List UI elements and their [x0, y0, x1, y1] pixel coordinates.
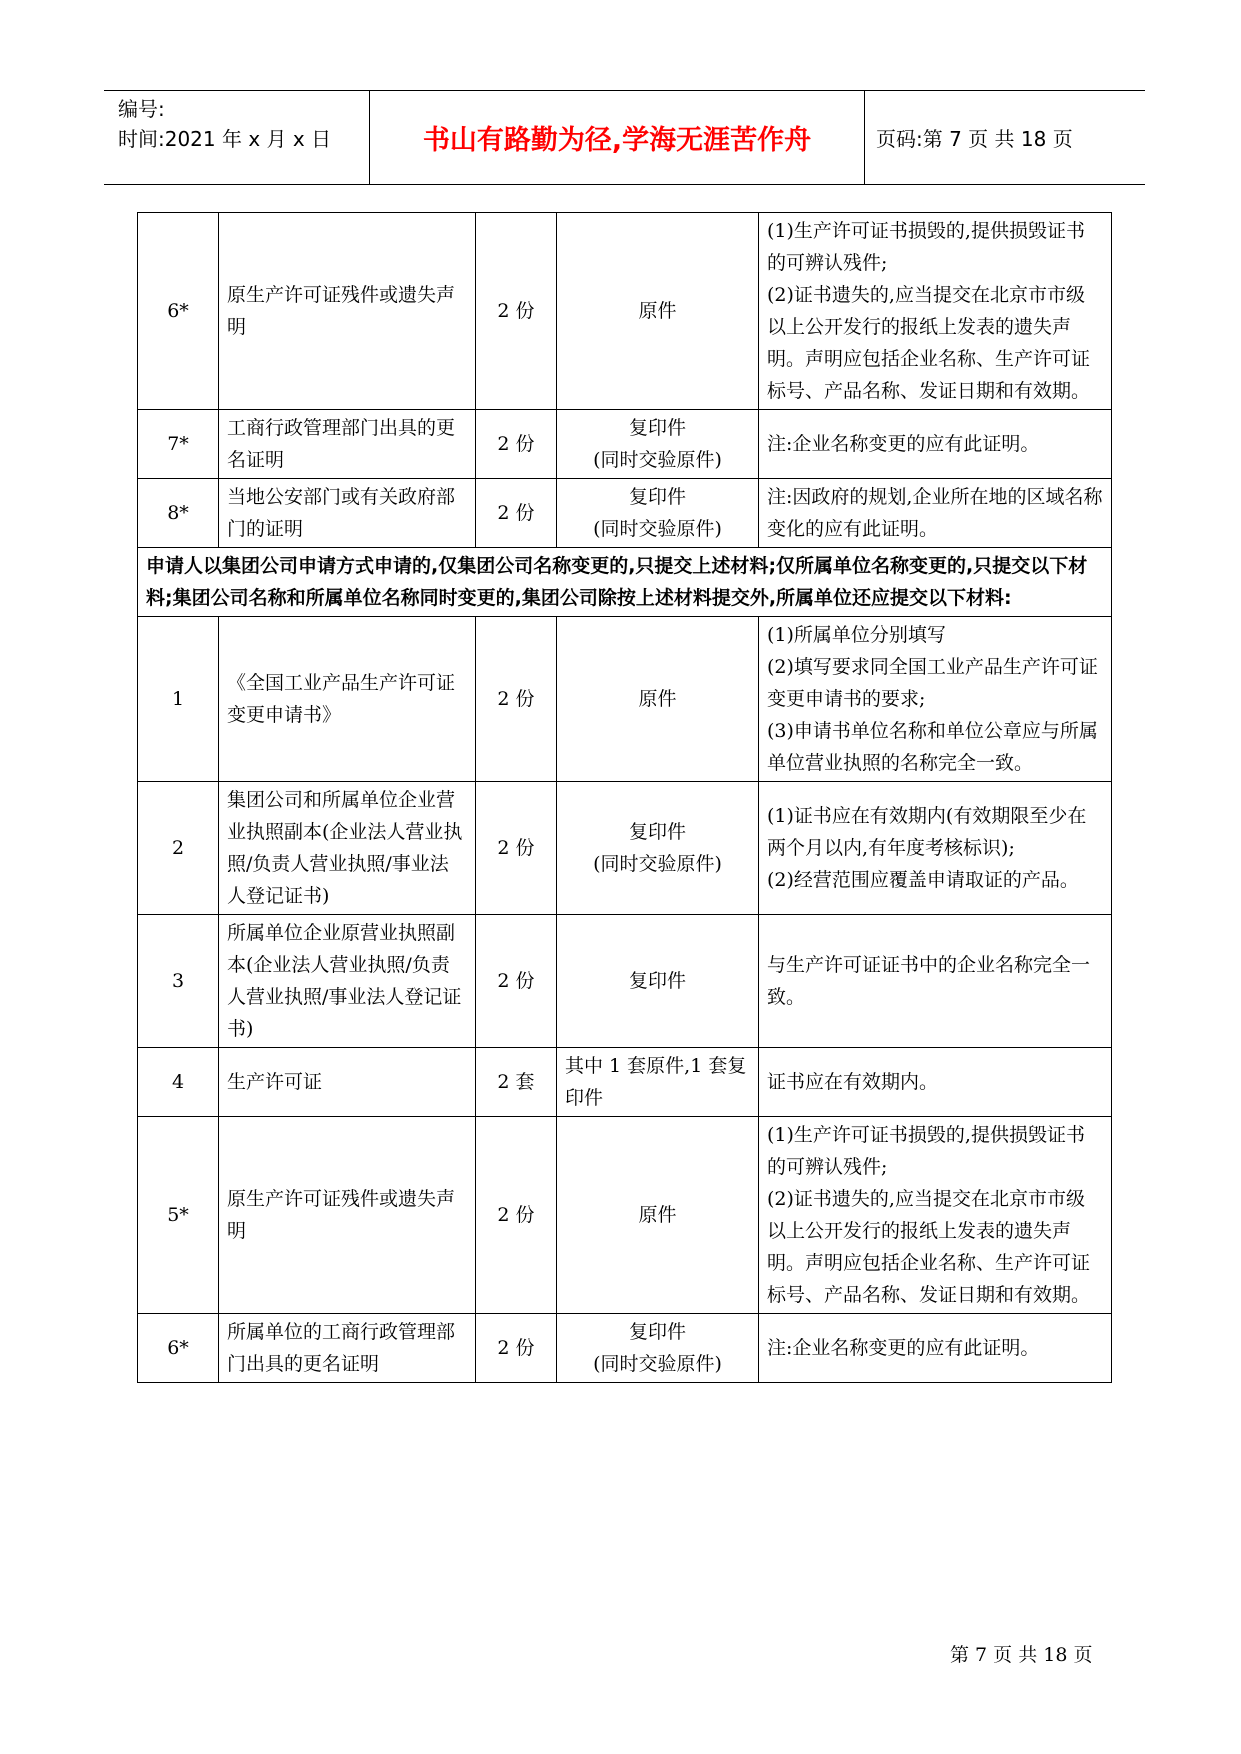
material-quantity: 2 套: [476, 1048, 557, 1117]
material-quantity: 2 份: [476, 479, 557, 548]
material-requirement: [759, 479, 1112, 548]
requirement-line: 注:企业名称变更的应有此证明。: [767, 433, 1040, 455]
header-motto: 书山有路勤为径,学海无涯苦作舟: [422, 125, 812, 156]
material-name: 工商行政管理部门出具的更名证明: [219, 410, 476, 479]
material-type-line: (同时交验原件): [593, 1353, 722, 1375]
header-divider: [864, 91, 865, 184]
table-row: [138, 1117, 1112, 1314]
item-number: 8*: [138, 479, 219, 548]
page-header: [104, 90, 1145, 185]
material-type-line: 复印件: [628, 486, 686, 508]
material-type-line: 原件: [638, 300, 677, 322]
material-quantity: 2 份: [476, 1314, 557, 1383]
item-number: 6*: [138, 1314, 219, 1383]
item-number: 4: [138, 1048, 219, 1117]
material-type-line: 复印件: [628, 1321, 686, 1343]
table-row: [138, 617, 1112, 782]
material-quantity: 2 份: [476, 1117, 557, 1314]
section-row: [138, 548, 1112, 617]
table-row: [138, 213, 1112, 410]
material-name: 所属单位的工商行政管理部门出具的更名证明: [219, 1314, 476, 1383]
materials-table-part-b: [138, 617, 1112, 1383]
material-type: [557, 213, 759, 410]
material-type-line: (同时交验原件): [593, 449, 722, 471]
requirement-line: (1)证书应在有效期内(有效期限至少在两个月以内,有年度考核标识);: [767, 805, 1087, 859]
material-name: 当地公安部门或有关政府部门的证明: [219, 479, 476, 548]
requirement-line: (1)所属单位分别填写: [767, 624, 946, 646]
requirement-line: (3)申请书单位名称和单位公章应与所属单位营业执照的名称完全一致。: [767, 720, 1098, 774]
table-row: [138, 410, 1112, 479]
requirement-line: (2)证书遗失的,应当提交在北京市市级以上公开发行的报纸上发表的遗失声明。声明应包括企业名称、生产许可证标号、产品名称、发证日期和有效期。: [767, 284, 1091, 402]
item-number: 7*: [138, 410, 219, 479]
material-quantity: 2 份: [476, 213, 557, 410]
requirement-line: 注:企业名称变更的应有此证明。: [767, 1337, 1040, 1359]
material-type-line: 复印件: [628, 821, 686, 843]
material-name: 集团公司和所属单位企业营业执照副本(企业法人营业执照/负责人营业执照/事业法人登记证书): [219, 782, 476, 915]
material-name: 所属单位企业原营业执照副本(企业法人营业执照/负责人营业执照/事业法人登记证书): [219, 915, 476, 1048]
item-number: 2: [138, 782, 219, 915]
material-type: [557, 410, 759, 479]
table-row: [138, 1314, 1112, 1383]
section-note: 申请人以集团公司申请方式申请的,仅集团公司名称变更的,只提交上述材料;仅所属单位名称变更的,只提交以下材料;集团公司名称和所属单位名称同时变更的,集团公司除按上述材料提交外,所属单位还应提交以下材料:: [138, 548, 1112, 617]
requirement-line: (2)证书遗失的,应当提交在北京市市级以上公开发行的报纸上发表的遗失声明。声明应包括企业名称、生产许可证标号、产品名称、发证日期和有效期。: [767, 1188, 1091, 1306]
material-type: [557, 617, 759, 782]
material-type: [557, 1048, 759, 1117]
material-requirement: [759, 213, 1112, 410]
materials-table-section: [138, 548, 1112, 617]
requirement-line: 注:因政府的规划,企业所在地的区域名称变化的应有此证明。: [767, 486, 1103, 540]
document-time-label: 时间:2021 年 x 月 x 日: [118, 127, 332, 151]
material-type-line: 复印件: [628, 417, 686, 439]
requirement-line: 证书应在有效期内。: [767, 1071, 939, 1093]
requirement-line: (2)填写要求同全国工业产品生产许可证变更申请书的要求;: [767, 656, 1098, 710]
table-row: [138, 782, 1112, 915]
material-name: 《全国工业产品生产许可证变更申请书》: [219, 617, 476, 782]
material-type: [557, 1314, 759, 1383]
material-type: [557, 782, 759, 915]
material-name: 原生产许可证残件或遗失声明: [219, 1117, 476, 1314]
material-type-line: 复印件: [628, 970, 686, 992]
document-number-label: 编号:: [118, 97, 165, 121]
material-type-line: (同时交验原件): [593, 518, 722, 540]
requirement-line: (2)经营范围应覆盖申请取证的产品。: [767, 869, 1079, 891]
material-quantity: 2 份: [476, 617, 557, 782]
item-number: 6*: [138, 213, 219, 410]
material-type-line: (同时交验原件): [593, 853, 722, 875]
item-number: 3: [138, 915, 219, 1048]
material-quantity: 2 份: [476, 915, 557, 1048]
material-type: [557, 915, 759, 1048]
table-row: [138, 915, 1112, 1048]
material-type-line: 原件: [638, 688, 677, 710]
item-number: 1: [138, 617, 219, 782]
material-requirement: [759, 782, 1112, 915]
material-requirement: [759, 1314, 1112, 1383]
material-requirement: [759, 915, 1112, 1048]
material-type-line: 其中 1 套原件,1 套复印件: [565, 1055, 747, 1109]
material-quantity: 2 份: [476, 782, 557, 915]
materials-table: [137, 212, 1112, 1383]
material-type: [557, 479, 759, 548]
material-name: 原生产许可证残件或遗失声明: [219, 213, 476, 410]
requirement-line: 与生产许可证证书中的企业名称完全一致。: [767, 954, 1091, 1008]
material-name: 生产许可证: [219, 1048, 476, 1117]
table-row: [138, 479, 1112, 548]
item-number: 5*: [138, 1117, 219, 1314]
material-requirement: [759, 410, 1112, 479]
header-meta: [118, 94, 368, 154]
material-requirement: [759, 1117, 1112, 1314]
materials-table-part-a: [138, 213, 1112, 548]
material-requirement: [759, 1048, 1112, 1117]
header-page-info: 页码:第 7 页 共 18 页: [876, 127, 1073, 151]
material-quantity: 2 份: [476, 410, 557, 479]
page-footer: 第 7 页 共 18 页: [950, 1644, 1093, 1666]
material-type: [557, 1117, 759, 1314]
requirement-line: (1)生产许可证书损毁的,提供损毁证书的可辨认残件;: [767, 220, 1085, 274]
material-type-line: 原件: [638, 1204, 677, 1226]
table-row: [138, 1048, 1112, 1117]
material-requirement: [759, 617, 1112, 782]
requirement-line: (1)生产许可证书损毁的,提供损毁证书的可辨认残件;: [767, 1124, 1085, 1178]
